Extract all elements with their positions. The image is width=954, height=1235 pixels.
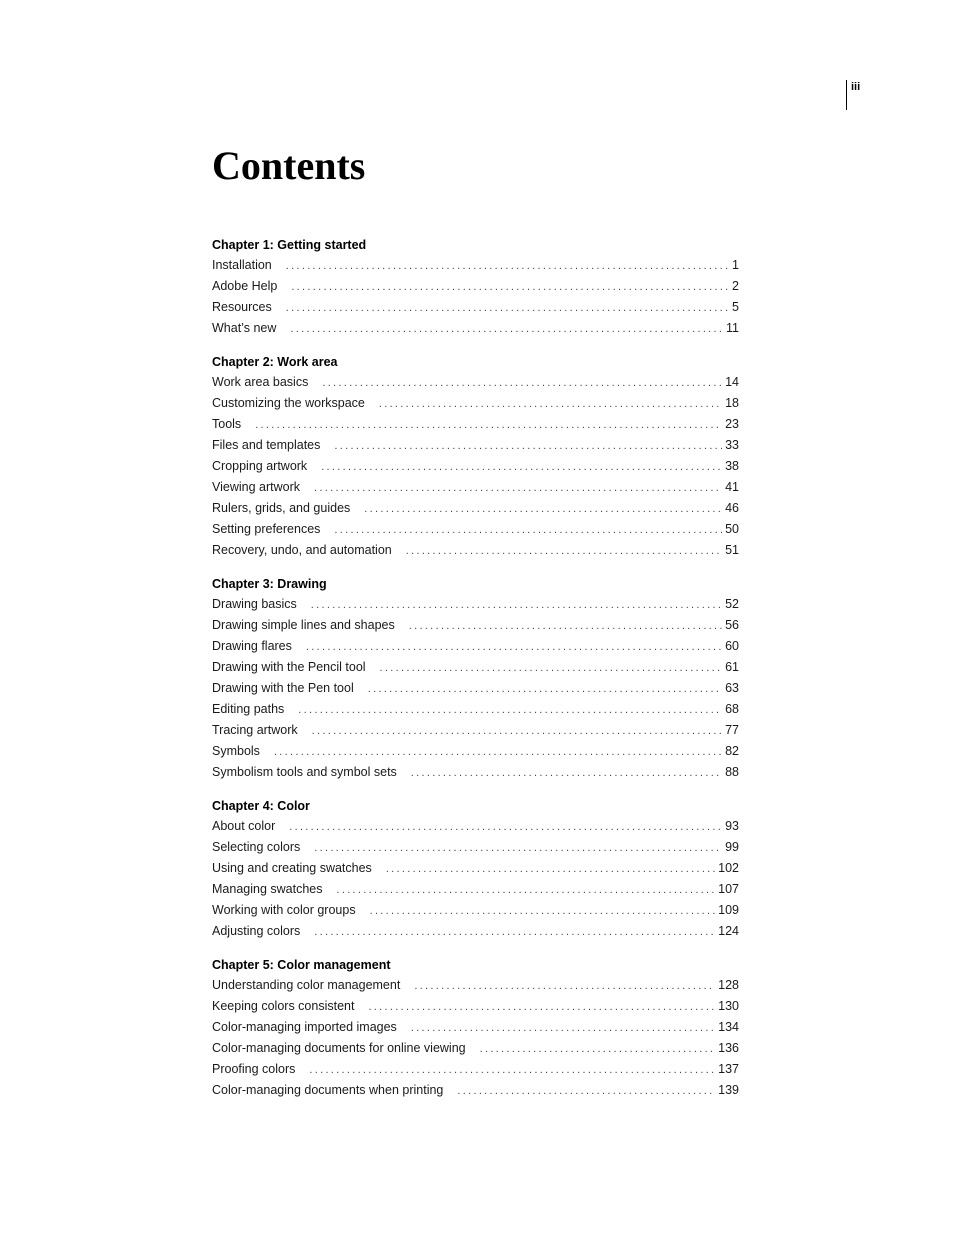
dot-leader (314, 478, 722, 499)
chapter-section (212, 575, 739, 783)
toc-entry-page: 60 (725, 639, 739, 653)
toc-entry-label: Resources (212, 300, 272, 314)
toc-entry[interactable] (212, 996, 739, 1017)
toc-entry-label: Adjusting colors (212, 924, 301, 938)
toc-entry-page: 23 (725, 417, 739, 431)
dot-leader (411, 763, 722, 784)
toc-entry[interactable] (212, 762, 739, 783)
chapter-section (212, 956, 739, 1101)
dot-leader (457, 1081, 715, 1102)
toc-entry-label: Drawing flares (212, 639, 292, 653)
toc-entry-page: 102 (718, 861, 739, 875)
toc-entry-page: 14 (725, 375, 739, 389)
toc-entry-label: About color (212, 819, 276, 833)
dot-leader (291, 277, 729, 298)
toc-entry-label: Setting preferences (212, 522, 321, 536)
toc-entry-label: Keeping colors consistent (212, 999, 355, 1013)
chapter-heading: Chapter 4: Color (212, 799, 310, 813)
dot-leader (312, 721, 722, 742)
toc-entry[interactable] (212, 921, 739, 942)
toc-entry[interactable] (212, 615, 739, 636)
toc-entry-label: Recovery, undo, and automation (212, 543, 392, 557)
chapter-section (212, 797, 739, 942)
dot-leader (370, 901, 716, 922)
toc-entry[interactable] (212, 414, 739, 435)
toc-entry-label: Adobe Help (212, 279, 278, 293)
toc-entry-page: 1 (732, 258, 739, 272)
toc-entry-label: Tools (212, 417, 242, 431)
toc-entry[interactable] (212, 594, 739, 615)
dot-leader (306, 637, 722, 658)
toc-entry-label: Color-managing documents for online viewing (212, 1041, 466, 1055)
toc-entry[interactable] (212, 276, 739, 297)
toc-entry-page: 99 (725, 840, 739, 854)
toc-entry[interactable] (212, 975, 739, 996)
toc-entry-label: Color-managing documents when printing (212, 1083, 444, 1097)
toc-entry[interactable] (212, 741, 739, 762)
toc-entry-page: 38 (725, 459, 739, 473)
dot-leader (380, 658, 723, 679)
toc-entry-label: Understanding color management (212, 978, 401, 992)
toc-entry[interactable] (212, 393, 739, 414)
dot-leader (409, 616, 722, 637)
dot-leader (290, 319, 723, 340)
toc-entry[interactable] (212, 678, 739, 699)
toc-entry-page: 33 (725, 438, 739, 452)
toc-entry-page: 134 (718, 1020, 739, 1034)
toc-entry[interactable] (212, 435, 739, 456)
toc-entry-label: Drawing simple lines and shapes (212, 618, 395, 632)
toc-entry-page: 136 (718, 1041, 739, 1055)
dot-leader (379, 394, 722, 415)
toc-entry-label: Files and templates (212, 438, 321, 452)
toc-entry[interactable] (212, 837, 739, 858)
toc-entry-page: 82 (725, 744, 739, 758)
toc-entry-page: 68 (725, 702, 739, 716)
toc-entry-label: Working with color groups (212, 903, 356, 917)
toc-entry-page: 93 (725, 819, 739, 833)
toc-entry-page: 109 (718, 903, 739, 917)
dot-leader (321, 457, 722, 478)
dot-leader (298, 700, 722, 721)
chapter-section (212, 236, 739, 339)
toc-entry-label: Selecting colors (212, 840, 301, 854)
toc-entry[interactable] (212, 657, 739, 678)
toc-entry-label: Work area basics (212, 375, 309, 389)
table-of-contents (212, 236, 739, 1115)
toc-entry[interactable] (212, 540, 739, 561)
toc-entry-page: 2 (732, 279, 739, 293)
toc-entry-page: 139 (718, 1083, 739, 1097)
toc-entry[interactable] (212, 720, 739, 741)
dot-leader (286, 256, 729, 277)
dot-leader (334, 520, 722, 541)
toc-entry[interactable] (212, 879, 739, 900)
toc-entry-page: 56 (725, 618, 739, 632)
toc-entry[interactable] (212, 477, 739, 498)
page-number: iii (851, 81, 861, 93)
toc-entry-label: Cropping artwork (212, 459, 308, 473)
dot-leader (314, 838, 722, 859)
dot-leader (311, 595, 722, 616)
toc-entry-label: Tracing artwork (212, 723, 298, 737)
dot-leader (368, 679, 722, 700)
toc-entry-label: Color-managing imported images (212, 1020, 397, 1034)
dot-leader (414, 976, 715, 997)
toc-entry-label: Drawing with the Pencil tool (212, 660, 366, 674)
toc-entry[interactable] (212, 699, 739, 720)
dot-leader (309, 1060, 715, 1081)
dot-leader (406, 541, 722, 562)
dot-leader (274, 742, 722, 763)
toc-entry-label: Rulers, grids, and guides (212, 501, 351, 515)
dot-leader (334, 436, 722, 457)
toc-entry[interactable] (212, 519, 739, 540)
dot-leader (255, 415, 722, 436)
page-title: Contents (212, 143, 366, 188)
header-rule (846, 80, 847, 110)
toc-entry[interactable] (212, 456, 739, 477)
toc-entry[interactable] (212, 255, 739, 276)
toc-entry-label: Viewing artwork (212, 480, 301, 494)
toc-entry-page: 137 (718, 1062, 739, 1076)
toc-entry-label: Managing swatches (212, 882, 323, 896)
toc-entry-label: Proofing colors (212, 1062, 296, 1076)
toc-entry-label: Using and creating swatches (212, 861, 372, 875)
toc-entry-page: 11 (726, 321, 739, 335)
chapter-heading: Chapter 5: Color management (212, 958, 391, 972)
toc-entry[interactable] (212, 816, 739, 837)
toc-entry-page: 63 (725, 681, 739, 695)
toc-entry-page: 18 (725, 396, 739, 410)
dot-leader (480, 1039, 716, 1060)
toc-entry-label: What’s new (212, 321, 277, 335)
toc-entry[interactable] (212, 1080, 739, 1101)
dot-leader (386, 859, 715, 880)
toc-entry[interactable] (212, 1038, 739, 1059)
chapter-heading: Chapter 3: Drawing (212, 577, 327, 591)
toc-entry-label: Installation (212, 258, 272, 272)
toc-entry[interactable] (212, 1017, 739, 1038)
toc-entry[interactable] (212, 297, 739, 318)
toc-entry-label: Customizing the workspace (212, 396, 365, 410)
dot-leader (368, 997, 715, 1018)
toc-entry[interactable] (212, 498, 739, 519)
toc-entry[interactable] (212, 372, 739, 393)
toc-entry-label: Drawing with the Pen tool (212, 681, 354, 695)
toc-entry-label: Editing paths (212, 702, 285, 716)
toc-entry-page: 41 (725, 480, 739, 494)
toc-entry-page: 61 (725, 660, 739, 674)
toc-entry-label: Symbolism tools and symbol sets (212, 765, 397, 779)
chapter-heading: Chapter 2: Work area (212, 355, 338, 369)
chapter-heading: Chapter 1: Getting started (212, 238, 367, 252)
toc-entry-page: 50 (725, 522, 739, 536)
dot-leader (322, 373, 722, 394)
toc-entry-page: 124 (718, 924, 739, 938)
dot-leader (336, 880, 715, 901)
chapter-section (212, 353, 739, 561)
dot-leader (286, 298, 729, 319)
toc-entry-page: 128 (718, 978, 739, 992)
toc-entry[interactable] (212, 900, 739, 921)
toc-entry-page: 77 (725, 723, 739, 737)
toc-entry[interactable] (212, 1059, 739, 1080)
toc-entry[interactable] (212, 318, 739, 339)
toc-entry[interactable] (212, 636, 739, 657)
toc-entry-label: Drawing basics (212, 597, 297, 611)
toc-entry-page: 51 (725, 543, 739, 557)
dot-leader (289, 817, 722, 838)
dot-leader (411, 1018, 715, 1039)
toc-entry-page: 52 (725, 597, 739, 611)
toc-entry-page: 107 (718, 882, 739, 896)
toc-entry-page: 46 (725, 501, 739, 515)
toc-entry[interactable] (212, 858, 739, 879)
toc-entry-label: Symbols (212, 744, 260, 758)
dot-leader (364, 499, 722, 520)
toc-entry-page: 88 (725, 765, 739, 779)
toc-entry-page: 130 (718, 999, 739, 1013)
toc-entry-page: 5 (732, 300, 739, 314)
dot-leader (314, 922, 715, 943)
